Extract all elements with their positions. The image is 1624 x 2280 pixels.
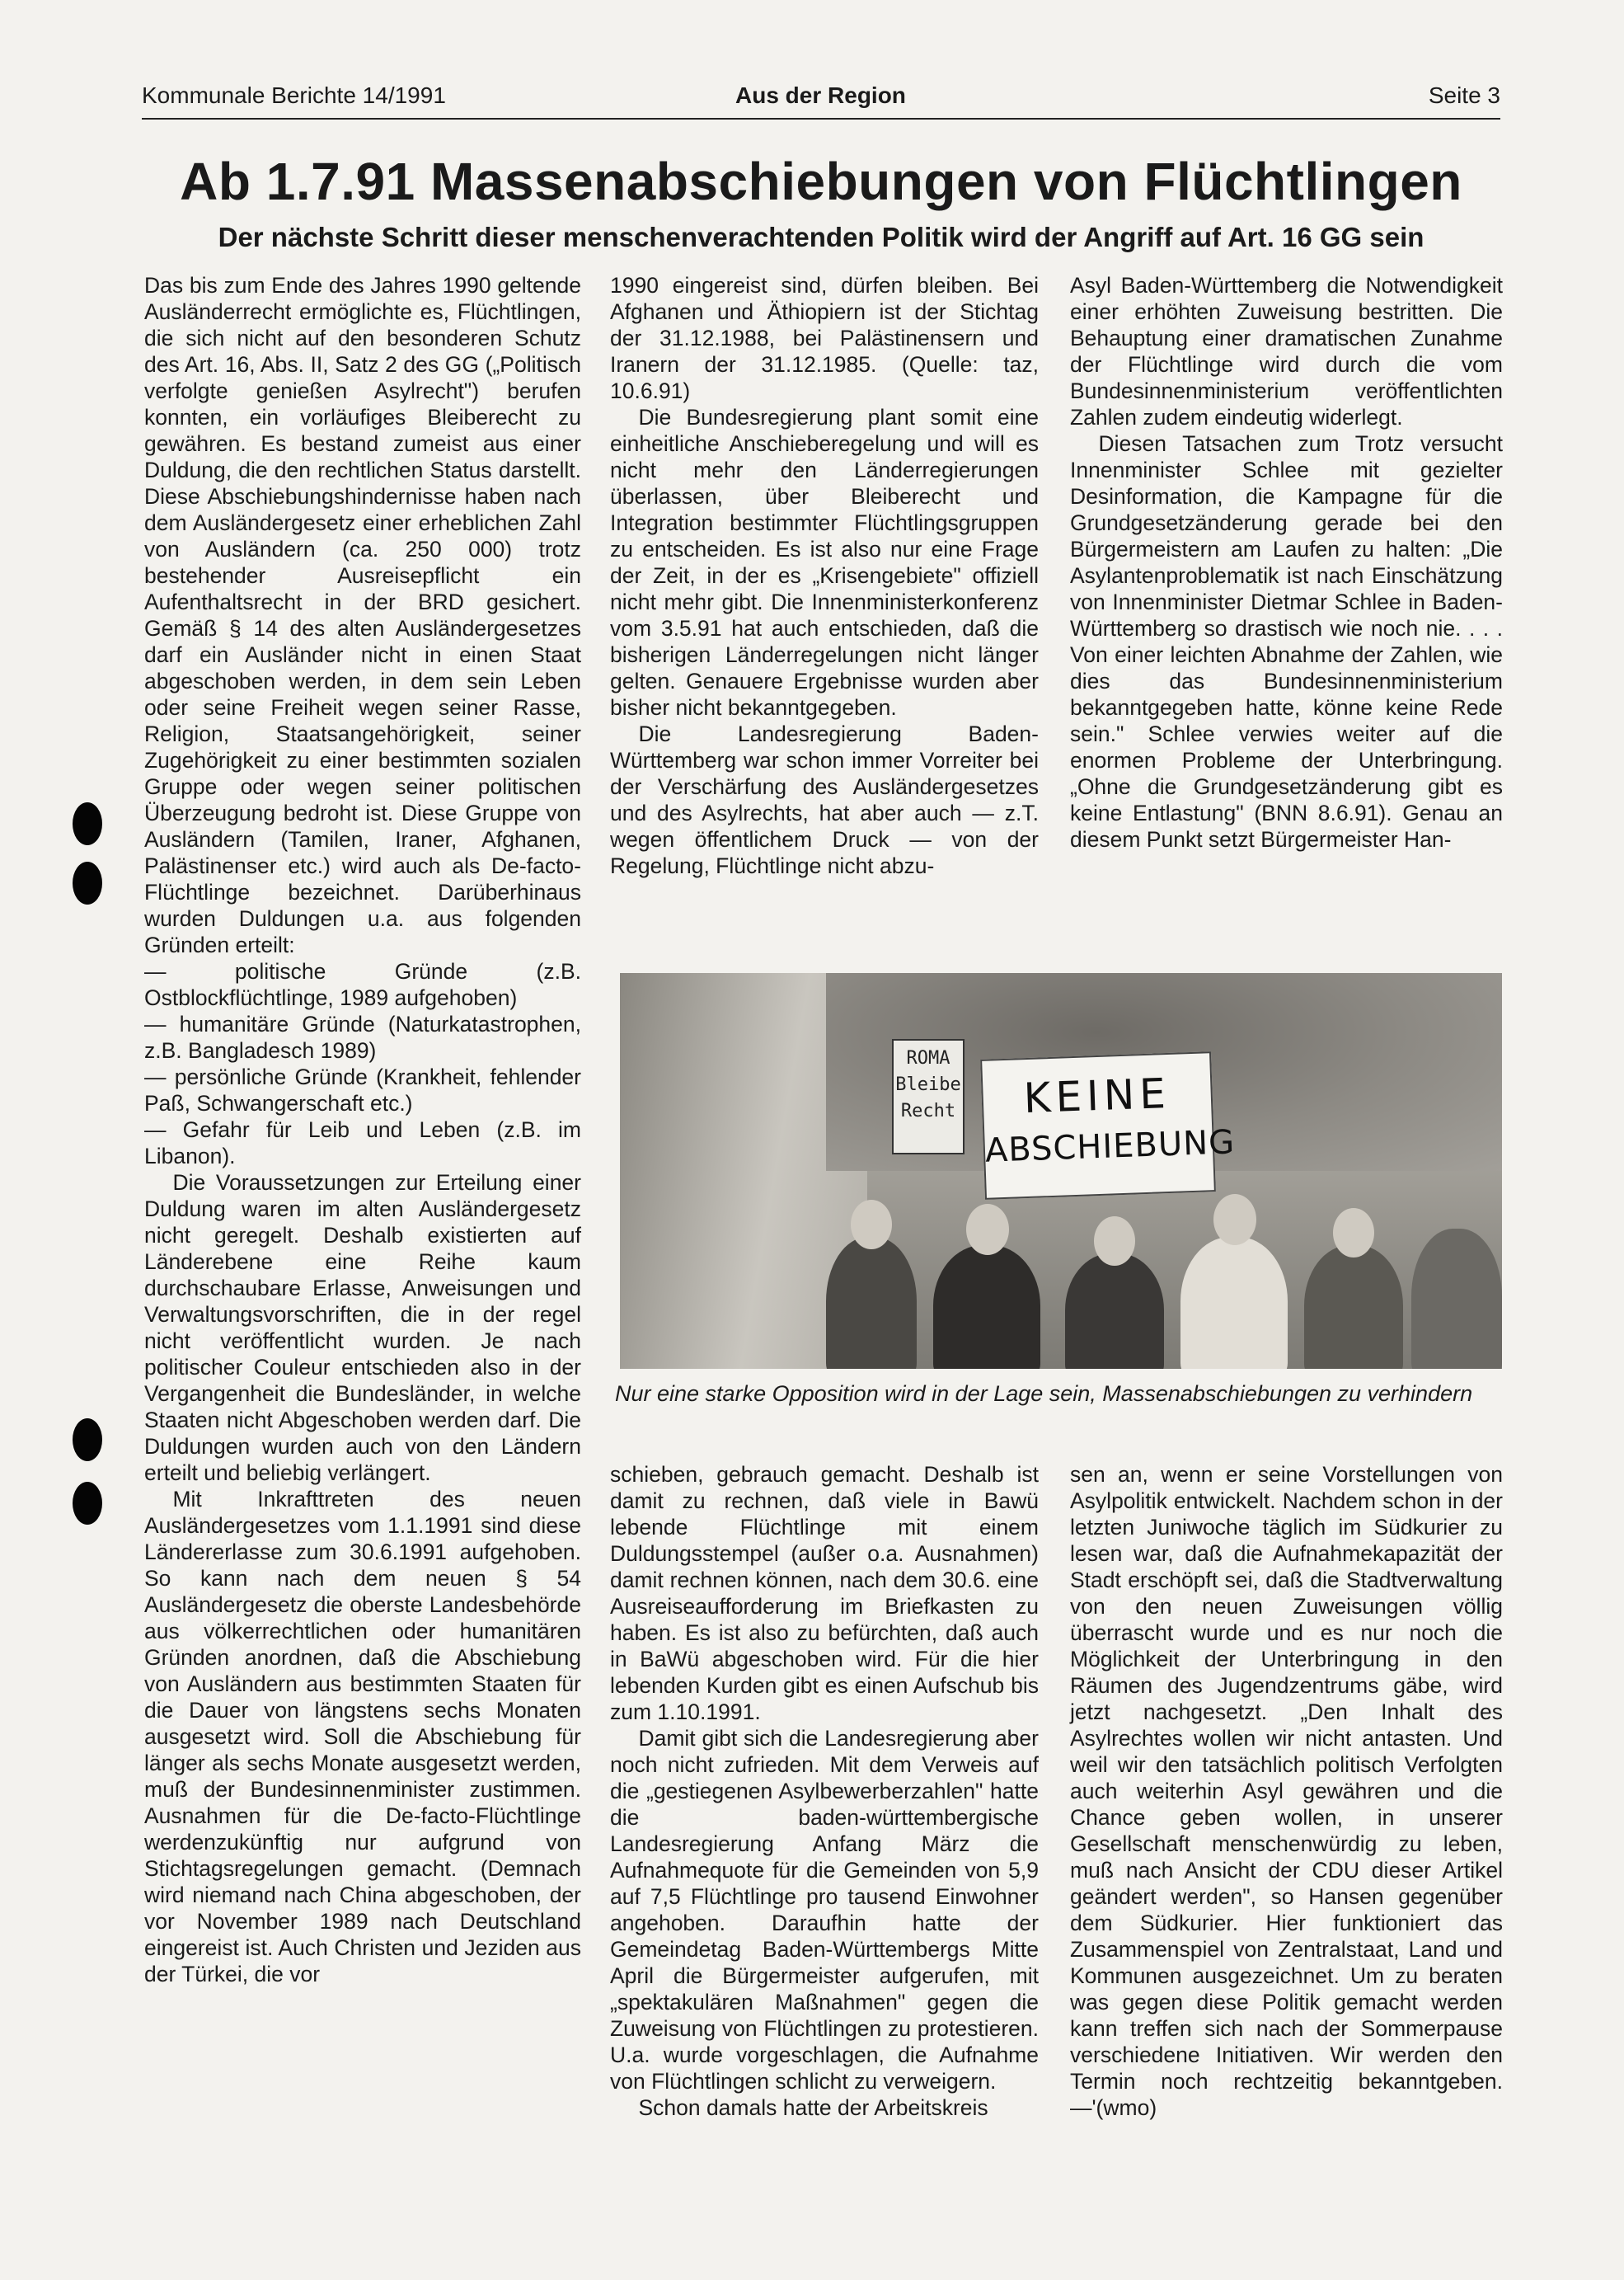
photo-person bbox=[1304, 1245, 1403, 1369]
list-item: — humanitäre Gründe (Naturkatastrophen, z.B. Bangladesch 1989) bbox=[144, 1012, 581, 1063]
photo-head bbox=[1094, 1216, 1135, 1266]
text-column-2 bbox=[610, 272, 1039, 879]
section-label: Aus der Region bbox=[735, 82, 906, 108]
photo-head bbox=[1333, 1208, 1374, 1258]
photo-person bbox=[933, 1245, 1040, 1369]
paragraph: Diesen Tatsachen zum Trotz versucht Innenminister Schlee mit gezielter Desinformation, die Kampagne für die Grundgesetzänderung gerade bei den Bürgermeistern am Laufen zu halten: „Die Asylantenproblematik ist nach Einschätzung von Innenminister Dietmar Schlee in Baden-Württemberg so drastisch wie noch nie. . . . Von einer leichten Abnahme der Zahlen, wie dies das Bundesinnenministerium bekanntgegeben hatte, könne keine Rede sein." Schlee verwies weiter auf die enormen Probleme der Unterbringung. „Ohne die Grundgesetzänderung gibt es keine Entlastung" (BNN 8.6.91). Genau an diesem Punkt setzt Bürgermeister Han- bbox=[1070, 431, 1503, 852]
publication-label: Kommunale Berichte 14/1991 bbox=[142, 82, 446, 108]
sign-line: Bleibe bbox=[895, 1074, 961, 1095]
paragraph: Damit gibt sich die Landesregierung aber noch nicht zufrieden. Mit dem Verweis auf die „gestiegenen Asylbewerberzahlen" hatte die baden-württembergische Landesregierung Anfang März die Aufnahmequote für die Gemeinden von 5,9 auf 7,5 Flüchtlinge pro tausend Einwohner angehoben. Daraufhin hatte der Gemeindetag Baden-Württembergs Mitte April die Bürgermeister aufgerufen, mit „spektakulären Maßnahmen" gegen die Zuweisung von Flüchtlingen zu protestieren. U.a. wurde vorgeschlagen, die Aufnahme von Flüchtlingen schlicht zu verweigern. bbox=[610, 1726, 1039, 2094]
text-column-4 bbox=[610, 1461, 1039, 2121]
list-item: — persönliche Gründe (Krankheit, fehlender Paß, Schwangerschaft etc.) bbox=[144, 1065, 581, 1116]
paragraph: Die Landesregierung Baden-Württemberg war schon immer Vorreiter bei der Verschärfung des Ausländergesetzes und des Asylrechts, hat aber auch — z.T. wegen öffentlichem Druck — von der Regelung, Flüchtlinge nicht abzu- bbox=[610, 722, 1039, 878]
punch-hole bbox=[73, 802, 102, 845]
photo-head bbox=[851, 1200, 892, 1249]
protest-banner bbox=[980, 1051, 1236, 1200]
banner-line-2: ABSCHIEBUNG bbox=[984, 1123, 1236, 1170]
photo-head bbox=[966, 1204, 1009, 1255]
sign-line: ROMA bbox=[906, 1048, 950, 1069]
punch-hole bbox=[73, 1418, 102, 1461]
punch-hole bbox=[73, 1482, 102, 1525]
list-item: — politische Gründe (z.B. Ostblockflüchtlinge, 1989 aufgehoben) bbox=[144, 959, 581, 1010]
text-column-1 bbox=[144, 272, 581, 1987]
paragraph: Das bis zum Ende des Jahres 1990 geltende Ausländerrecht ermöglichte es, Flüchtlingen, die sich nicht auf den besonderen Schutz des Art. 16, Abs. II, Satz 2 des GG („Politisch verfolgte genießen Asylrecht") berufen konnten, ein vorläufiges Bleiberecht zu gewähren. Es bestand zumeist aus einer Duldung, die den rechtlichen Status darstellt. Diese Abschiebungshindernisse haben nach dem Ausländergesetz einer erheblichen Zahl von Ausländern (ca. 250 000) trotz bestehender Ausreisepflicht ein Aufenthaltsrecht in der BRD gesichert. Gemäß § 14 des alten Ausländergesetzes darf ein Ausländer nicht in einen Staat abgeschoben werden, in dem sein Leben oder seine Freiheit wegen seiner Rasse, Religion, Staatsangehörigkeit, seiner Zugehörigkeit zu einer bestimmten sozialen Gruppe oder wegen seiner politischen Überzeugung bedroht ist. Diese Gruppe von Ausländern (Tamilen, Iraner, Afghanen, Palästinenser etc.) wird auch als De-facto-Flüchtlinge bezeichnet. Darüberhinaus wurden Duldungen u.a. aus folgenden Gründen erteilt: bbox=[144, 273, 581, 957]
protest-photo bbox=[620, 973, 1502, 1369]
paragraph: Die Voraussetzungen zur Erteilung einer Duldung waren im alten Ausländergesetz nicht geregelt. Deshalb existierten auf Länderebene eine Reihe kaum durchschaubare Erlasse, Anweisungen und Verwaltungsvorschriften, die in der regel nicht veröffentlicht wurden. Je nach politischer Couleur entschieden also in der Vergangenheit die Bundesländer, in welche Staaten nicht Abgeschoben werden darf. Die Duldungen wurden auch von den Ländern erteilt und beliebig verlängert. bbox=[144, 1170, 581, 1485]
photo-person bbox=[1065, 1253, 1164, 1369]
paragraph: 1990 eingereist sind, dürfen bleiben. Bei Afghanen und Äthiopiern ist der Stichtag der 31.12.1988, bei Palästinensern und Iranern der 31.12.1985. (Quelle: taz, 10.6.91) bbox=[610, 273, 1039, 403]
photo-caption: Nur eine starke Opposition wird in der Lage sein, Massenabschiebungen zu verhindern bbox=[615, 1381, 1473, 1406]
photo-person bbox=[1180, 1237, 1288, 1369]
paragraph: Die Bundesregierung plant somit eine einheitliche Anschieberegelung und will es nicht mehr den Länderregierungen überlassen, über Bleiberecht und Integration bestimmter Flüchtlingsgruppen zu entscheiden. Es ist also nur eine Frage der Zeit, in der es „Krisengebiete" offiziell nicht mehr gibt. Die Innenministerkonferenz vom 3.5.91 hat auch entschieden, daß die bisherigen Länderregelungen nicht länger gelten. Genauere Ergebnisse wurden aber bisher nicht bekanntgegeben. bbox=[610, 405, 1039, 720]
page-number: Seite 3 bbox=[1428, 82, 1500, 108]
article-title: Ab 1.7.91 Massenabschiebungen von Flüchtlingen bbox=[180, 152, 1462, 211]
paragraph: schieben, gebrauch gemacht. Deshalb ist damit zu rechnen, daß viele in Bawü lebende Flüchtlinge mit einem Duldungsstempel (außer o.a. Ausnahmen) damit rechnen können, nach dem 30.6. eine Ausreiseaufforderung im Briefkasten zu haben. Es ist also zu befürchten, daß auch in BaWü abgeschoben wird. Für die hier lebenden Kurden gibt es einen Aufschub bis zum 1.10.1991. bbox=[610, 1462, 1039, 1724]
punch-hole bbox=[73, 862, 102, 905]
list-item: — Gefahr für Leib und Leben (z.B. im Libanon). bbox=[144, 1117, 581, 1168]
banner-line-1: KEINE bbox=[1022, 1069, 1171, 1123]
photo-person bbox=[826, 1237, 917, 1369]
article-subtitle: Der nächste Schritt dieser menschenverachtenden Politik wird der Angriff auf Art. 16 GG sein bbox=[218, 222, 1425, 252]
paragraph: Mit Inkrafttreten des neuen Ausländergesetzes vom 1.1.1991 sind diese Ländererlasse zum 30.6.1991 aufgehoben. So kann nach dem neuen § 54 Ausländergesetz die oberste Landesbehörde aus völkerrechtlichen oder humanitären Gründen anordnen, daß die Abschiebung von Ausländern aus bestimmten Staaten für die Dauer von längstens sechs Monaten ausgesetzt wird. Soll die Abschiebung für länger als sechs Monate ausgesetzt werden, muß der Bundesinnenminister zustimmen. Ausnahmen für die De-facto-Flüchtlinge werdenzukünftig nur aufgrund von Stichtagsregelungen gemacht. (Demnach wird niemand nach China abgeschoben, der vor November 1989 nach Deutschland eingereist ist. Auch Christen und Jeziden aus der Türkei, die vor bbox=[144, 1487, 581, 1986]
paragraph: Asyl Baden-Württemberg die Notwendigkeit einer erhöhten Zuweisung bestritten. Die Behauptung einer dramatischen Zunahme der Flüchtlinge wird durch die vom Bundesinnenministerium veröffentlichten Zahlen zudem eindeutig widerlegt. bbox=[1070, 273, 1503, 430]
text-column-3 bbox=[1070, 272, 1503, 853]
sign-line: Recht bbox=[900, 1101, 956, 1121]
paragraph: Schon damals hatte der Arbeitskreis bbox=[638, 2095, 988, 2120]
protest-sign bbox=[892, 1039, 965, 1154]
header-divider bbox=[142, 118, 1500, 120]
photo-person bbox=[1411, 1229, 1502, 1369]
page-header bbox=[142, 76, 1500, 122]
text-column-5 bbox=[1070, 1461, 1503, 2121]
photo-head bbox=[1213, 1194, 1256, 1245]
paragraph: sen an, wenn er seine Vorstellungen von Asylpolitik entwickelt. Nachdem schon in der letzten Juniwoche täglich im Südkurier zu lesen war, daß die Aufnahmekapazität der Stadt erschöpft sei, daß die Stadtverwaltung von den neuen Zuweisungen völlig überrascht wurde und es nur noch die Möglichkeit der Unterbringung in den Räumen des Jugendzentrums gäbe, wird jetzt nachgesetzt. „Den Inhalt des Asylrechtes wollen wir nicht antasten. Und weil wir den tatsächlich politisch Verfolgten auch weiterhin Asyl gewähren und die Chance geben wollen, in unserer Gesellschaft menschenwürdig zu leben, muß nach Ansicht der CDU dieser Artikel geändert werden", so Hansen gegenüber dem Südkurier. Hier funktioniert das Zusammenspiel von Zentralstaat, Land und Kommunen ausgezeichnet. Um zu beraten was gegen diese Politik gemacht werden kann treffen sich nach der Sommerpause verschiedene Initiativen. Wir werden den Termin noch rechtzeitig bekanntgeben. —'(wmo) bbox=[1070, 1462, 1503, 2120]
